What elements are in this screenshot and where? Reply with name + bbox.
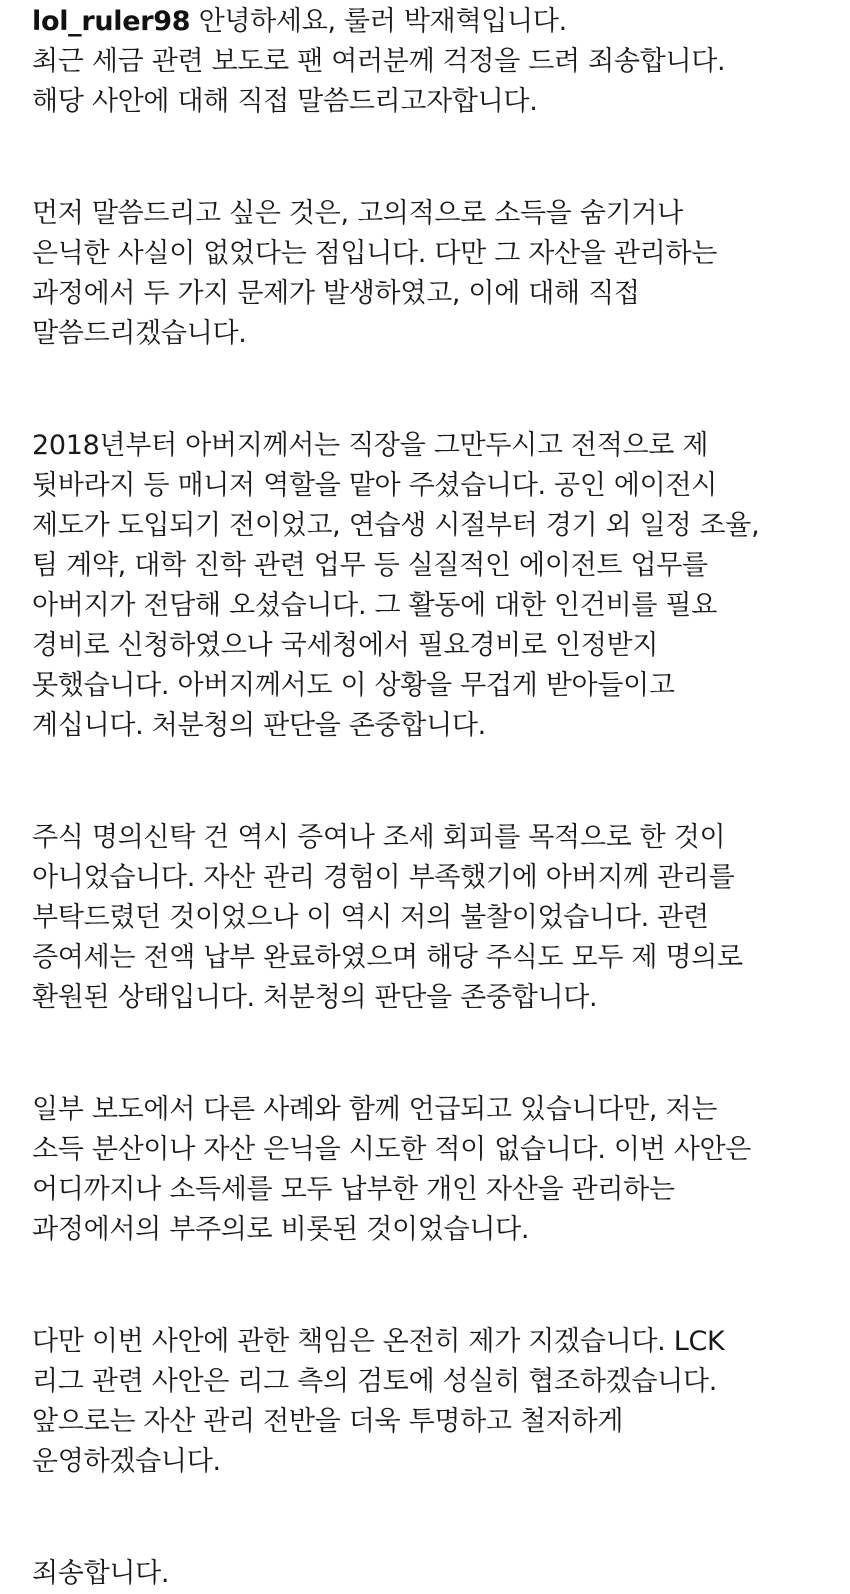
caption-line: 환원된 상태입니다. 처분청의 판단을 존중합니다. [32, 982, 598, 1013]
caption-line: 과정에서의 부주의로 비롯된 것이었습니다. [32, 1214, 530, 1245]
caption-line: 일부 보도에서 다른 사례와 함께 언급되고 있습니다만, 저는 [32, 1094, 718, 1125]
caption-line: 뒷바라지 등 매니저 역할을 맡아 주셨습니다. 공인 에이전시 [32, 470, 718, 501]
caption-line: 말씀드리겠습니다. [32, 318, 247, 349]
caption-line: 과정에서 두 가지 문제가 발생하였고, 이에 대해 직접 [32, 278, 640, 309]
caption-line: 부탁드렸던 것이었으나 이 역시 저의 불찰이었습니다. 관련 [32, 902, 709, 933]
post-caption [32, 0, 832, 1594]
caption-line: 다만 이번 사안에 관한 책임은 온전히 제가 지겠습니다. LCK [32, 1326, 725, 1357]
caption-line: 아버지가 전담해 오셨습니다. 그 활동에 대한 인건비를 필요 [32, 590, 718, 621]
caption-line: 제도가 도입되기 전이었고, 연습생 시절부터 경기 외 일정 조율, [32, 510, 760, 541]
caption-line: 증여세는 전액 납부 완료하였으며 해당 주식도 모두 제 명의로 [32, 942, 743, 973]
caption-text: 안녕하세요, 룰러 박재혁입니다. [198, 6, 567, 37]
paragraph-gap [32, 1482, 832, 1554]
username-link[interactable]: lol_ruler98 [32, 6, 191, 37]
caption-line: 주식 명의신탁 건 역시 증여나 조세 회피를 목적으로 한 것이 [32, 822, 726, 853]
paragraph-gap [32, 354, 832, 426]
paragraph-gap [32, 1018, 832, 1090]
caption-line [32, 2, 832, 42]
paragraph-gap [32, 746, 832, 818]
caption-line: 2018년부터 아버지께서는 직장을 그만두시고 전적으로 제 [32, 430, 709, 461]
caption-line: 경비로 신청하였으나 국세청에서 필요경비로 인정받지 [32, 630, 659, 661]
caption-line: 해당 사안에 대해 직접 말씀드리고자합니다. [32, 86, 538, 117]
caption-line: 아니었습니다. 자산 관리 경험이 부족했기에 아버지께 관리를 [32, 862, 735, 893]
caption-line: 앞으로는 자산 관리 전반을 더욱 투명하고 철저하게 [32, 1406, 624, 1437]
caption-line: 어디까지나 소득세를 모두 납부한 개인 자산을 관리하는 [32, 1174, 675, 1205]
caption-line: 팀 계약, 대학 진학 관련 업무 등 실질적인 에이전트 업무를 [32, 550, 708, 581]
caption-line: 소득 분산이나 자산 은닉을 시도한 적이 없습니다. 이번 사안은 [32, 1134, 752, 1165]
caption-line: 은닉한 사실이 없었다는 점입니다. 다만 그 자산을 관리하는 [32, 238, 718, 269]
caption-line: 최근 세금 관련 보도로 팬 여러분께 걱정을 드려 죄송합니다. [32, 46, 726, 77]
caption-line: 계십니다. 처분청의 판단을 존중합니다. [32, 710, 486, 741]
paragraph-gap [32, 1250, 832, 1322]
caption-line: 죄송합니다. [32, 1558, 170, 1589]
caption-line: 리그 관련 사안은 리그 측의 검토에 성실히 협조하겠습니다. [32, 1366, 718, 1397]
caption-line: 먼저 말씀드리고 싶은 것은, 고의적으로 소득을 숨기거나 [32, 198, 683, 229]
caption-line: 운영하겠습니다. [32, 1446, 221, 1477]
caption-line: 못했습니다. 아버지께서도 이 상황을 무겁게 받아들이고 [32, 670, 675, 701]
paragraph-gap [32, 122, 832, 194]
